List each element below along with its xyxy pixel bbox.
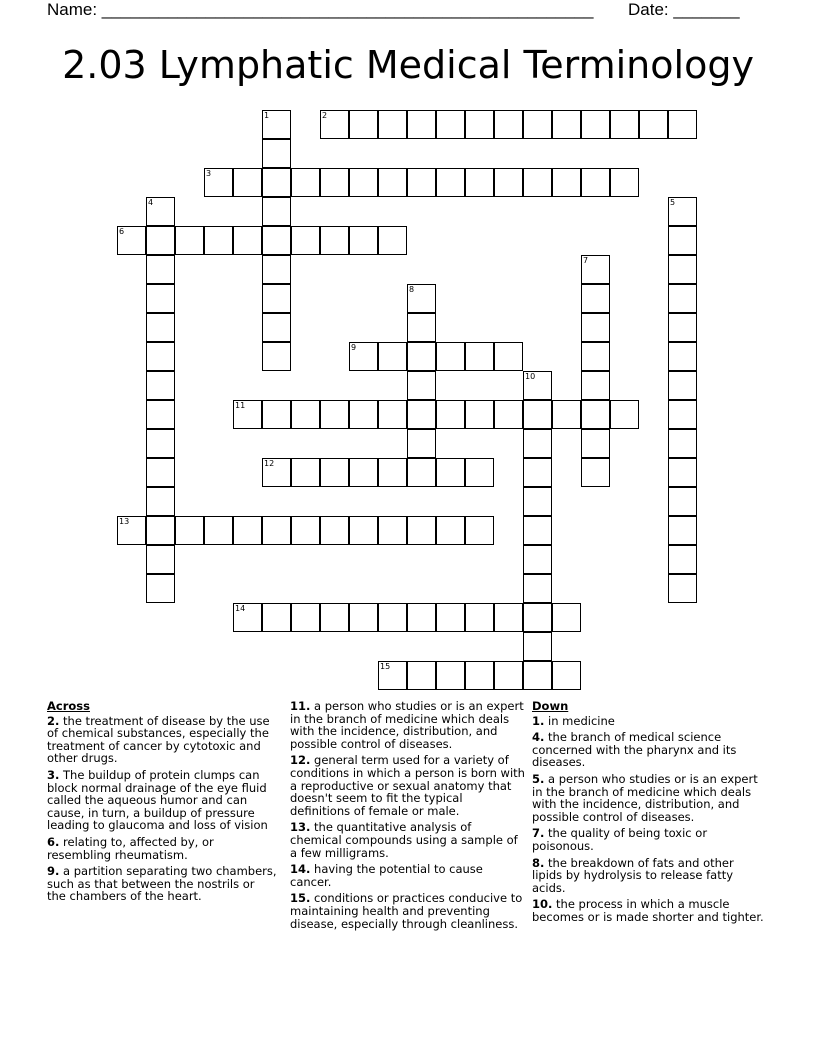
crossword-cell[interactable]	[204, 226, 233, 255]
crossword-cell[interactable]	[668, 545, 697, 574]
crossword-cell[interactable]	[320, 110, 349, 139]
crossword-cell[interactable]	[262, 168, 291, 197]
crossword-cell[interactable]	[581, 342, 610, 371]
crossword-cell[interactable]	[378, 110, 407, 139]
across-heading: Across	[47, 699, 90, 713]
crossword-cell[interactable]	[610, 400, 639, 429]
crossword-cell[interactable]	[349, 516, 378, 545]
crossword-cell[interactable]	[465, 661, 494, 690]
crossword-cell[interactable]	[320, 168, 349, 197]
crossword-cell[interactable]	[552, 603, 581, 632]
clue-down-4: 4. the branch of medical science concerned with the pharynx and its diseases.	[532, 730, 737, 770]
crossword-cell[interactable]	[204, 168, 233, 197]
crossword-cell[interactable]	[146, 371, 175, 400]
crossword-cell[interactable]	[407, 168, 436, 197]
crossword-cell[interactable]	[407, 458, 436, 487]
crossword-cell[interactable]	[581, 458, 610, 487]
crossword-cell[interactable]	[523, 632, 552, 661]
crossword-cell[interactable]	[378, 458, 407, 487]
clue-number: 13	[119, 517, 130, 526]
crossword-cell[interactable]	[494, 400, 523, 429]
crossword-cell[interactable]	[204, 516, 233, 545]
crossword-cell[interactable]	[552, 661, 581, 690]
crossword-cell[interactable]	[668, 313, 697, 342]
crossword-cell[interactable]	[146, 342, 175, 371]
crossword-cell[interactable]	[523, 661, 552, 690]
clue-across-14: 14. having the potential to cause cancer.	[290, 862, 483, 889]
crossword-cell[interactable]	[523, 110, 552, 139]
crossword-cell[interactable]	[262, 110, 291, 139]
crossword-cell[interactable]	[523, 371, 552, 400]
crossword-cell[interactable]	[175, 226, 204, 255]
crossword-cell[interactable]	[436, 458, 465, 487]
crossword-cell[interactable]	[610, 110, 639, 139]
crossword-cell[interactable]	[320, 603, 349, 632]
crossword-cell[interactable]	[349, 110, 378, 139]
crossword-cell[interactable]	[436, 342, 465, 371]
crossword-cell[interactable]	[349, 400, 378, 429]
clues-column-2	[290, 700, 526, 934]
clues-column-3	[532, 700, 767, 928]
clue-number: 5	[670, 198, 676, 207]
clue-across-11: 11. a person who studies or is an expert in the branch of medicine which deals with the incidence, distribution, and possible control of diseases.	[290, 699, 524, 751]
crossword-cell[interactable]	[349, 342, 378, 371]
crossword-cell[interactable]	[436, 516, 465, 545]
date-field[interactable]: Date: _______	[628, 0, 740, 19]
crossword-cell[interactable]	[407, 603, 436, 632]
crossword-cell[interactable]	[233, 516, 262, 545]
crossword-cell[interactable]	[523, 516, 552, 545]
crossword-cell[interactable]	[146, 400, 175, 429]
crossword-cell[interactable]	[291, 400, 320, 429]
clues-column-1	[47, 700, 277, 907]
crossword-cell[interactable]	[262, 342, 291, 371]
crossword-cell[interactable]	[233, 400, 262, 429]
crossword-cell[interactable]	[262, 197, 291, 226]
crossword-cell[interactable]	[146, 429, 175, 458]
page-title: 2.03 Lymphatic Medical Terminology	[62, 43, 754, 87]
clue-across-6: 6. relating to, affected by, or resembling rheumatism.	[47, 834, 214, 862]
crossword-cell[interactable]	[668, 458, 697, 487]
crossword-cell[interactable]	[262, 313, 291, 342]
crossword-cell[interactable]	[378, 342, 407, 371]
crossword-cell[interactable]	[407, 400, 436, 429]
crossword-cell[interactable]	[146, 197, 175, 226]
crossword-cell[interactable]	[465, 516, 494, 545]
crossword-cell[interactable]	[523, 487, 552, 516]
crossword-cell[interactable]	[146, 487, 175, 516]
crossword-cell[interactable]	[523, 400, 552, 429]
crossword-cell[interactable]	[349, 458, 378, 487]
crossword-cell[interactable]	[523, 458, 552, 487]
clue-down-8: 8. the breakdown of fats and other lipids by hydrolysis to release fatty acids.	[532, 855, 734, 895]
crossword-cell[interactable]	[668, 255, 697, 284]
crossword-cell[interactable]	[233, 603, 262, 632]
crossword-cell[interactable]	[233, 226, 262, 255]
crossword-cell[interactable]	[320, 516, 349, 545]
crossword-cell[interactable]	[668, 429, 697, 458]
crossword-cell[interactable]	[523, 429, 552, 458]
crossword-cell[interactable]	[146, 255, 175, 284]
crossword-cell[interactable]	[494, 168, 523, 197]
crossword-cell[interactable]	[436, 400, 465, 429]
clue-number: 6	[119, 227, 125, 236]
crossword-cell[interactable]	[668, 110, 697, 139]
crossword-cell[interactable]	[668, 516, 697, 545]
clue-down-10: 10. the process in which a muscle becomes or is made shorter and tighter.	[532, 897, 764, 924]
crossword-cell[interactable]	[668, 400, 697, 429]
clue-across-2: 2. the treatment of disease by the use of chemical substances, especially the treatment of cancer by cytotoxic and other drugs.	[47, 713, 270, 766]
clue-number: 3	[206, 169, 212, 178]
crossword-cell[interactable]	[668, 342, 697, 371]
crossword-cell[interactable]	[639, 110, 668, 139]
crossword-cell[interactable]	[175, 516, 204, 545]
crossword-cell[interactable]	[146, 545, 175, 574]
crossword-cell[interactable]	[465, 168, 494, 197]
crossword-cell[interactable]	[378, 400, 407, 429]
crossword-cell[interactable]	[494, 603, 523, 632]
crossword-cell[interactable]	[668, 197, 697, 226]
crossword-cell[interactable]	[436, 110, 465, 139]
crossword-cell[interactable]	[494, 342, 523, 371]
crossword-cell[interactable]	[407, 661, 436, 690]
crossword-cell[interactable]	[320, 400, 349, 429]
crossword-cell[interactable]	[523, 545, 552, 574]
crossword-cell[interactable]	[668, 226, 697, 255]
crossword-cell[interactable]	[378, 168, 407, 197]
crossword-cell[interactable]	[523, 574, 552, 603]
crossword-cell[interactable]	[552, 400, 581, 429]
name-field[interactable]: Name: ____________________________________________________	[47, 0, 594, 19]
crossword-cell[interactable]	[581, 371, 610, 400]
crossword-cell[interactable]	[378, 661, 407, 690]
crossword-cell[interactable]	[552, 110, 581, 139]
clue-number: 10	[525, 372, 536, 381]
crossword-cell[interactable]	[291, 458, 320, 487]
clue-across-3: 3. The buildup of protein clumps can block normal drainage of the eye fluid called the aqueous humor and can cause, in turn, a buildup of pressure leading to glaucoma and loss of vision	[47, 767, 268, 833]
crossword-cell[interactable]	[465, 603, 494, 632]
crossword-cell[interactable]	[581, 110, 610, 139]
clue-down-7: 7. the quality of being toxic or poisonous.	[532, 826, 708, 853]
crossword-cell[interactable]	[407, 110, 436, 139]
crossword-cell[interactable]	[117, 226, 146, 255]
crossword-cell[interactable]	[523, 168, 552, 197]
crossword-cell[interactable]	[378, 226, 407, 255]
crossword-cell[interactable]	[291, 516, 320, 545]
crossword-cell[interactable]	[407, 371, 436, 400]
crossword-cell[interactable]	[581, 313, 610, 342]
crossword-cell[interactable]	[465, 458, 494, 487]
crossword-cell[interactable]	[523, 603, 552, 632]
crossword-cell[interactable]	[146, 574, 175, 603]
clue-across-9: 9. a partition separating two chambers, such as that between the nostrils or the chambers of the heart.	[47, 864, 277, 904]
clue-number: 4	[148, 198, 154, 207]
crossword-cell[interactable]	[407, 284, 436, 313]
crossword-cell[interactable]	[436, 661, 465, 690]
crossword-cell[interactable]	[146, 516, 175, 545]
crossword-cell[interactable]	[262, 400, 291, 429]
crossword-cell[interactable]	[610, 168, 639, 197]
crossword-cell[interactable]	[233, 168, 262, 197]
clue-down-5: 5. a person who studies or is an expert in the branch of medicine which deals with the incidence, distribution, and possible control of diseases.	[532, 771, 758, 824]
crossword-cell[interactable]	[581, 255, 610, 284]
crossword-cell[interactable]	[465, 342, 494, 371]
crossword-cell[interactable]	[407, 429, 436, 458]
crossword-cell[interactable]	[146, 226, 175, 255]
crossword-cell[interactable]	[349, 603, 378, 632]
crossword-cell[interactable]	[668, 574, 697, 603]
clue-number: 11	[235, 401, 246, 410]
crossword-cell[interactable]	[320, 458, 349, 487]
crossword-cell[interactable]	[262, 139, 291, 168]
clue-down-1: 1. in medicine	[532, 713, 615, 728]
crossword-cell[interactable]	[436, 168, 465, 197]
clue-number: 12	[264, 459, 275, 468]
crossword-cell[interactable]	[668, 371, 697, 400]
crossword-cell[interactable]	[668, 487, 697, 516]
crossword-cell[interactable]	[262, 516, 291, 545]
crossword-cell[interactable]	[291, 168, 320, 197]
crossword-cell[interactable]	[146, 284, 175, 313]
clue-number: 9	[351, 343, 357, 352]
crossword-cell[interactable]	[262, 255, 291, 284]
down-heading: Down	[532, 699, 569, 713]
clue-number: 14	[235, 604, 246, 613]
crossword-cell[interactable]	[407, 342, 436, 371]
crossword-cell[interactable]	[117, 516, 146, 545]
clue-number: 2	[322, 111, 328, 120]
crossword-cell[interactable]	[262, 458, 291, 487]
clue-number: 1	[264, 111, 270, 120]
crossword-cell[interactable]	[581, 284, 610, 313]
clue-number: 15	[380, 662, 391, 671]
clue-across-15: 15. conditions or practices conducive to maintaining health and preventing disease, especially through cleanliness.	[290, 891, 523, 931]
crossword-cell[interactable]	[349, 168, 378, 197]
crossword-cell[interactable]	[146, 458, 175, 487]
clue-across-13: 13. the quantitative analysis of chemical compounds using a sample of a few milligrams.	[290, 820, 518, 860]
crossword-cell[interactable]	[436, 603, 465, 632]
crossword-cell[interactable]	[378, 516, 407, 545]
crossword-cell[interactable]	[552, 168, 581, 197]
crossword-cell[interactable]	[465, 110, 494, 139]
crossword-cell[interactable]	[581, 429, 610, 458]
crossword-cell[interactable]	[494, 110, 523, 139]
crossword-cell[interactable]	[146, 313, 175, 342]
crossword-cell[interactable]	[262, 603, 291, 632]
crossword-cell[interactable]	[668, 284, 697, 313]
crossword-cell[interactable]	[320, 226, 349, 255]
crossword-cell[interactable]	[581, 168, 610, 197]
crossword-cell[interactable]	[291, 226, 320, 255]
crossword-cell[interactable]	[349, 226, 378, 255]
crossword-cell[interactable]	[494, 661, 523, 690]
clue-number: 8	[409, 285, 415, 294]
crossword-cell[interactable]	[378, 603, 407, 632]
crossword-cell[interactable]	[262, 284, 291, 313]
clue-number: 7	[583, 256, 589, 265]
crossword-cell[interactable]	[291, 603, 320, 632]
crossword-cell[interactable]	[407, 313, 436, 342]
crossword-cell[interactable]	[407, 516, 436, 545]
crossword-cell[interactable]	[465, 400, 494, 429]
crossword-cell[interactable]	[262, 226, 291, 255]
crossword-cell[interactable]	[581, 400, 610, 429]
clue-across-12: 12. general term used for a variety of conditions in which a person is born with a reproductive or sexual anatomy that doesn't seem to fit the typical definitions of female or male.	[290, 753, 525, 818]
